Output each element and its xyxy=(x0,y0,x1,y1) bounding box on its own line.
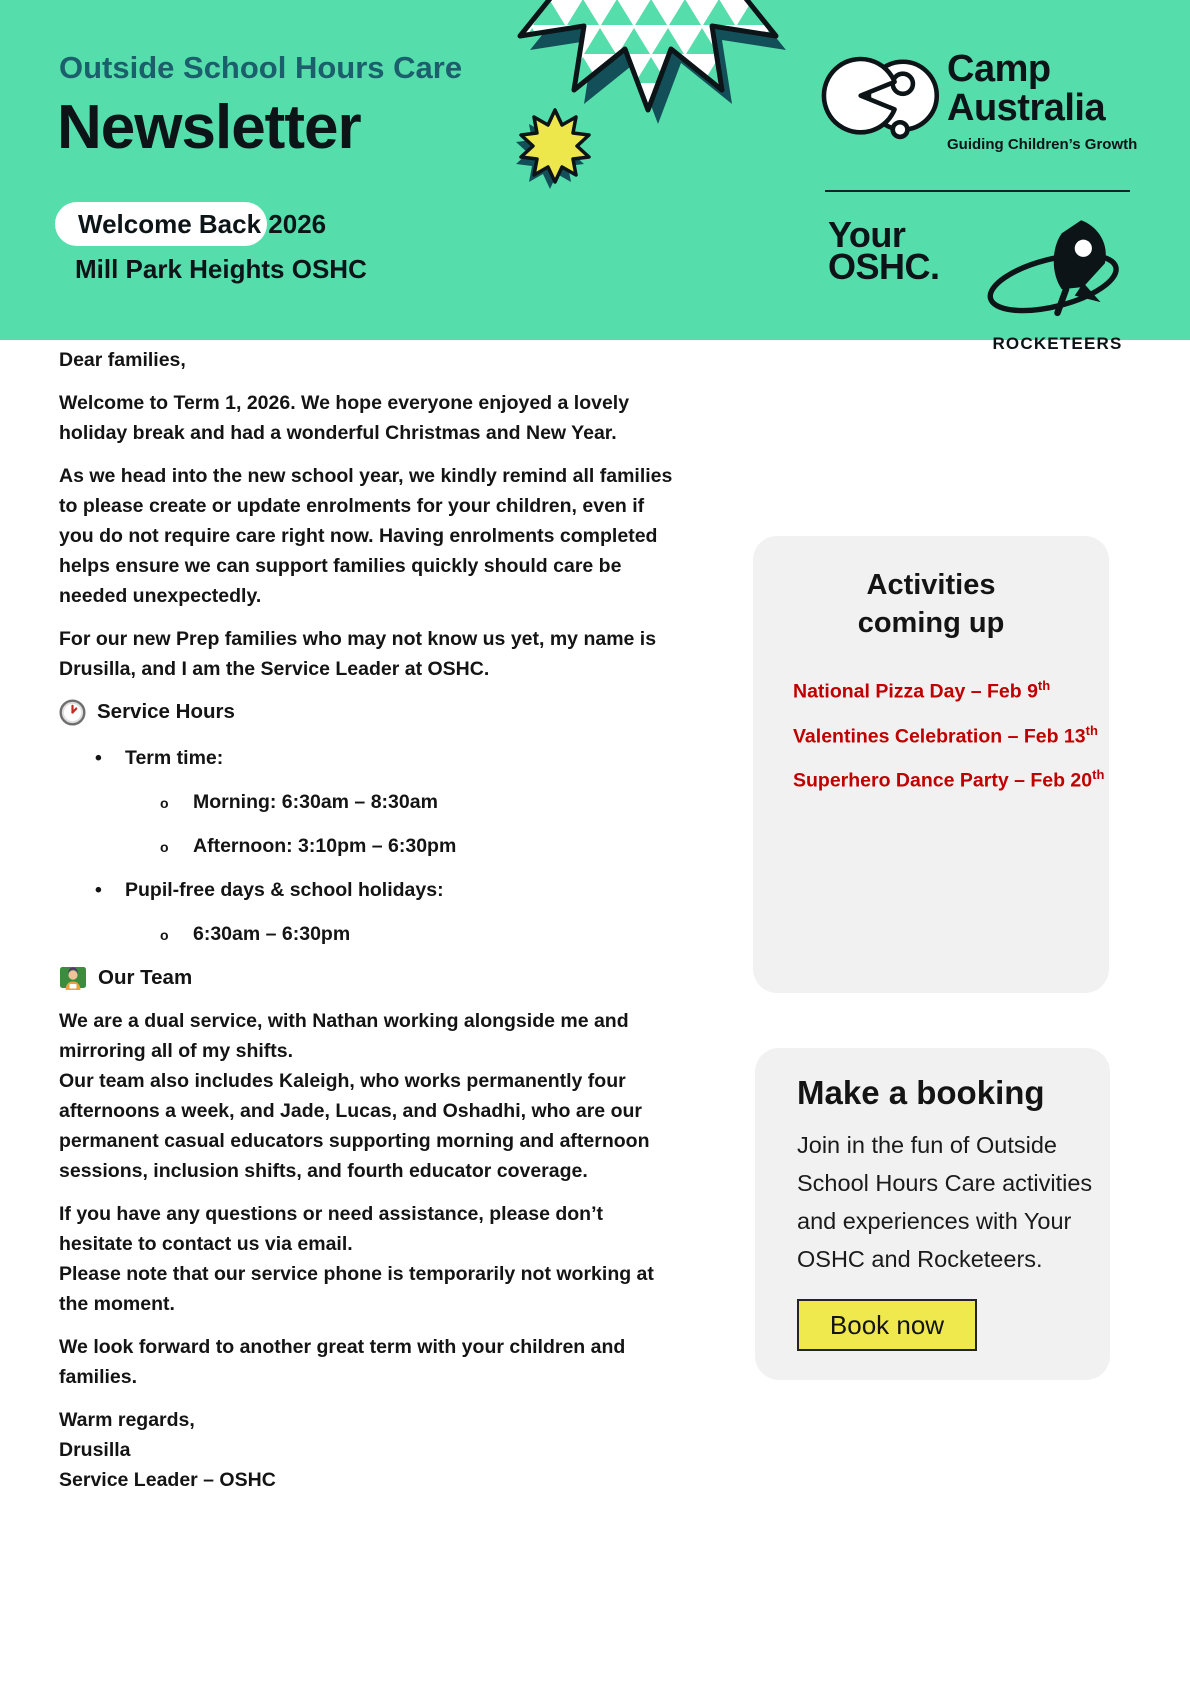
booking-card xyxy=(755,1048,1110,1380)
booking-body-line: School Hours Care activities xyxy=(797,1170,1093,1196)
pupil-free-hours: 6:30am – 6:30pm xyxy=(193,923,351,945)
header-divider xyxy=(825,190,1130,192)
service-hours-heading xyxy=(59,697,673,727)
morning-hours: Morning: 6:30am – 8:30am xyxy=(193,791,438,813)
brand-line1: Camp xyxy=(947,48,1051,90)
booking-body-line: Join in the fun of Outside xyxy=(797,1132,1057,1158)
paragraph-team xyxy=(59,1006,673,1186)
paragraph-enrolments: As we head into the new school year, we kindly remind all families to please create or update enrolments for your children, even if you do not require care right now. Having enrolments completed helps ensure we can support families quickly should care be needed unexpectedly. xyxy=(59,465,673,607)
contact-line-1: If you have any questions or need assistance, please don’t hesitate to contact us via email. xyxy=(59,1203,604,1255)
welcome-badge-label: Welcome Back 2026 xyxy=(78,209,327,239)
signoff xyxy=(59,1405,673,1495)
afternoon-hours: Afternoon: 3:10pm – 6:30pm xyxy=(193,835,457,857)
activity-text: National Pizza Day – Feb 9 xyxy=(793,680,1038,703)
activity-text: Valentines Celebration – Feb 13 xyxy=(793,725,1086,747)
term-time-label: Term time: xyxy=(125,747,224,769)
paragraph-closing: We look forward to another great term with your children and families. xyxy=(59,1336,626,1388)
booking-body-line: and experiences with Your xyxy=(797,1208,1072,1234)
booking-body-line: OSHC and Rocketeers. xyxy=(797,1246,1043,1272)
brand-line2: Australia xyxy=(947,87,1106,129)
list-item xyxy=(59,743,673,773)
paragraph-contact xyxy=(59,1199,673,1319)
star-decoration-icon xyxy=(515,106,595,186)
contact-line-2: Please note that our service phone is temporarily not working at the moment. xyxy=(59,1263,654,1315)
your-oshc-line1: Your xyxy=(828,214,906,255)
paragraph-prep: For our new Prep families who may not know us yet, my name is Drusilla, and I am the Service Leader at OSHC. xyxy=(59,628,657,680)
book-now-button[interactable]: Book now xyxy=(797,1299,977,1351)
rocketeers-logo xyxy=(980,216,1135,354)
list-item xyxy=(59,831,673,861)
activity-item xyxy=(793,765,1109,791)
activities-card xyxy=(753,536,1109,993)
welcome-badge xyxy=(55,202,327,246)
list-item xyxy=(59,787,673,817)
list-item xyxy=(59,875,673,905)
camp-australia-wordmark xyxy=(947,50,1105,128)
our-team-heading-label: Our Team xyxy=(98,966,193,989)
activities-card-title xyxy=(753,566,1109,642)
activity-text: Superhero Dance Party – Feb 20 xyxy=(793,769,1093,792)
activity-item xyxy=(793,676,1109,702)
pupil-free-label: Pupil-free days & school holidays: xyxy=(125,879,444,901)
salutation: Dear families, xyxy=(59,349,186,371)
sub-bullet-marker: o xyxy=(160,795,169,811)
letter-body xyxy=(59,345,673,1508)
activity-item xyxy=(793,721,1109,747)
paragraph-welcome: Welcome to Term 1, 2026. We hope everyone enjoyed a lovely holiday break and had a wonderful Christmas and New Year. xyxy=(59,392,630,444)
sub-bullet-marker: o xyxy=(160,927,169,943)
activity-ordinal: th xyxy=(1037,678,1051,693)
clock-icon xyxy=(59,699,86,726)
page-title: Newsletter xyxy=(57,93,361,162)
team-line-1: We are a dual service, with Nathan working alongside me and mirroring all of my shifts. xyxy=(59,1010,629,1062)
header-eyebrow: Outside School Hours Care xyxy=(59,50,463,85)
your-oshc-logo xyxy=(828,214,940,287)
bullet-marker: • xyxy=(95,747,102,769)
rocketeers-wordmark: ROCKETEERS xyxy=(992,333,1123,353)
activity-ordinal: th xyxy=(1085,722,1098,738)
teacher-icon xyxy=(59,964,87,992)
signoff-role: Service Leader – OSHC xyxy=(59,1469,276,1491)
bullet-marker: • xyxy=(95,879,102,901)
signoff-regards: Warm regards, xyxy=(59,1409,195,1431)
camp-australia-logo-icon xyxy=(818,48,940,136)
service-hours-heading-label: Service Hours xyxy=(97,700,235,723)
activity-ordinal: th xyxy=(1092,767,1105,782)
service-name: Mill Park Heights OSHC xyxy=(75,254,367,284)
our-team-heading xyxy=(59,963,673,993)
sub-bullet-marker: o xyxy=(160,839,169,855)
signoff-name: Drusilla xyxy=(59,1439,131,1461)
list-item xyxy=(59,919,673,949)
brand-tagline: Guiding Children’s Growth xyxy=(947,136,1138,153)
activities-title-line1: Activities xyxy=(866,569,996,601)
rocket-icon xyxy=(980,216,1135,328)
activities-list xyxy=(793,676,1109,791)
activities-title-line2: coming up xyxy=(857,607,1005,639)
team-line-2: Our team also includes Kaleigh, who works permanently four afternoons a week, and Jade, Lucas, and Oshadhi, who are our permanent casual educators supporting morning and afternoon sessions, inclusion shifts, and fourth educator coverage. xyxy=(59,1070,650,1182)
header-banner xyxy=(0,0,1190,353)
booking-card-body xyxy=(797,1126,1110,1278)
booking-card-title: Make a booking xyxy=(797,1074,1045,1111)
your-oshc-line2: OSHC. xyxy=(828,246,940,287)
